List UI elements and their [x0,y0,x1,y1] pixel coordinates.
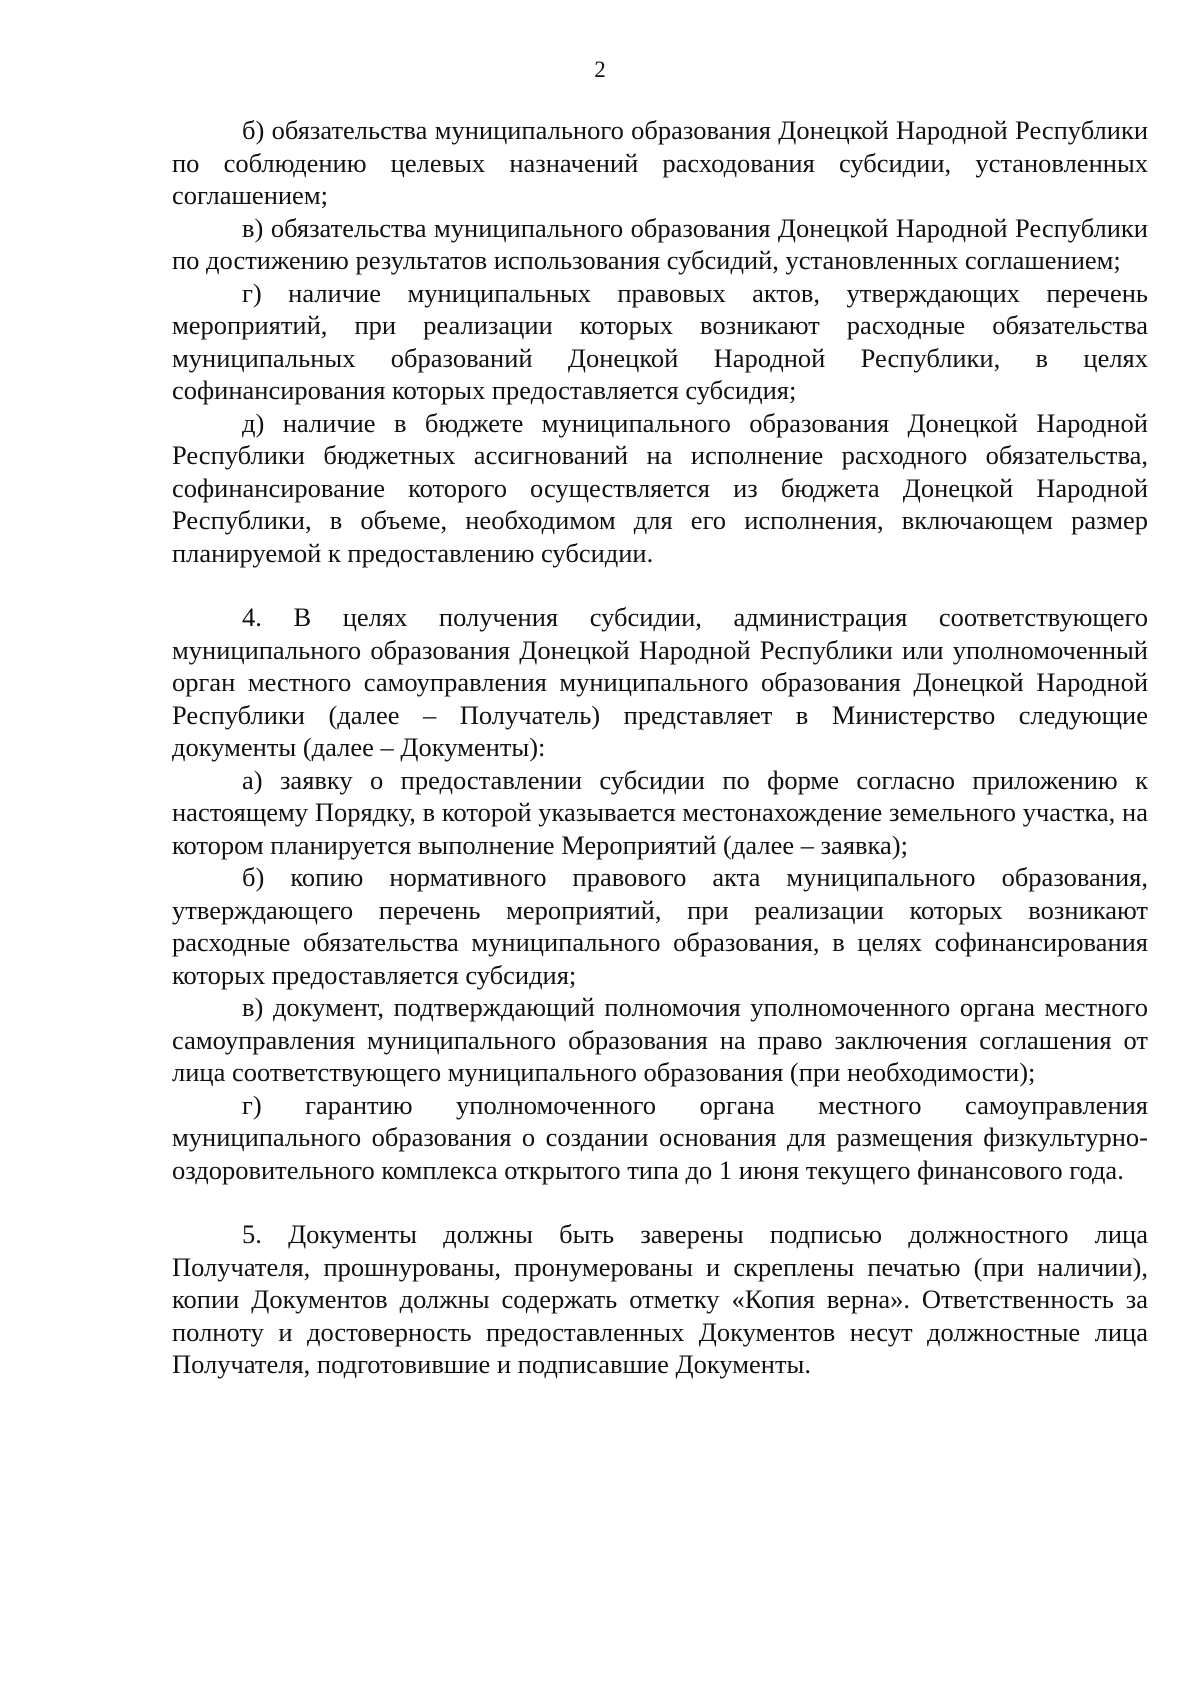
paragraph-4g: г) гарантию уполномоченного органа местного самоуправления муниципального образования о создании основания для размещения физкультурно-оздоровительного комплекса открытого типа до 1 июня текущего финансового года. [172,1089,1148,1185]
paragraph-4b: б) копию нормативного правового акта муниципального образования, утверждающего перечень мероприятий, при реализации которых возникают расходные обязательства муниципального образования, в целях софинансирования которых предоставляется субсидия; [172,862,1148,990]
paragraph-3g: г) наличие муниципальных правовых актов, утверждающих перечень мероприятий, при реализации которых возникают расходные обязательства муниципальных образований Донецкой Народной Республики, в целях софинансирования которых предоставляется субсидия; [172,277,1148,405]
paragraph-3b: б) обязательства муниципального образования Донецкой Народной Республики по соблюдению целевых назначений расходования субсидии, установленных соглашением; [172,115,1148,210]
document-body [172,114,1148,1381]
paragraph-4a: а) заявку о предоставлении субсидии по форме согласно приложению к настоящему Порядку, в которой указывается местонахождение земельного участка, на котором планируется выполнение Мероприятий (далее – заявка); [172,764,1148,860]
paragraph-4: 4. В целях получения субсидии, администрация соответствующего муниципального образования Донецкой Народной Республики или уполномоченный орган местного самоуправления муниципального образования Донецкой Народной Республики (далее – Получатель) представляет в Министерство следующие документы (далее – Документы): [172,602,1148,762]
paragraph-3d: д) наличие в бюджете муниципального образования Донецкой Народной Республики бюджетных ассигнований на исполнение расходного обязательства, софинансирование которого осуществляется из бюджета Донецкой Народной Республики, в объеме, необходимом для его исполнения, включающем размер планируемой к предоставлению субсидии. [172,407,1148,568]
paragraph-4v: в) документ, подтверждающий полномочия уполномоченного органа местного самоуправления муниципального образования на право заключения соглашения от лица соответствующего муниципального образования (при необходимости); [172,992,1148,1087]
paragraph-spacer [172,1186,1148,1218]
paragraph-5: 5. Документы должны быть заверены подписью должностного лица Получателя, прошнурованы, пронумерованы и скреплены печатью (при наличии), копии Документов должны содержать отметку «Копия верна». Ответственность за полноту и достоверность предоставленных Документов несут должностные лица Получателя, подготовившие и подписавшие Документы. [172,1219,1148,1379]
paragraph-3v: в) обязательства муниципального образования Донецкой Народной Республики по достижению результатов использования субсидий, установленных соглашением; [172,212,1148,275]
paragraph-spacer [172,569,1148,601]
page-number: 2 [594,57,606,82]
